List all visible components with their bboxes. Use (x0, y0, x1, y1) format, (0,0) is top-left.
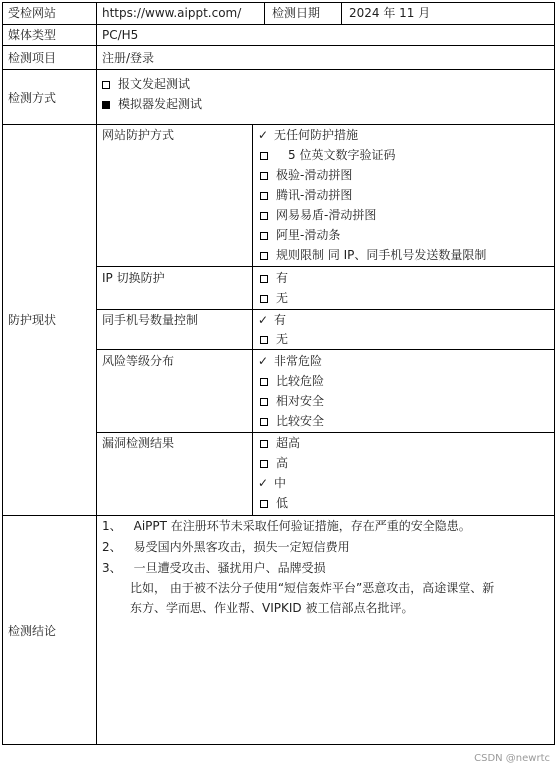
project-label: 检测项目 (8, 51, 57, 65)
option-row: 无 (260, 331, 288, 347)
checkbox-icon (260, 192, 268, 200)
checkbox-icon (260, 232, 268, 240)
conclusion-detail: 比如， 由于被不法分子使用“短信轰炸平台”恶意攻击，高途课堂、新 (130, 581, 495, 595)
col-divider (252, 124, 253, 515)
site-url: https://www.aippt.com/ (102, 6, 242, 20)
col-divider (264, 2, 265, 24)
option-row: ✓ 无任何防护措施 (258, 128, 359, 142)
option-row: 超高 (260, 435, 300, 451)
checkbox-icon (260, 418, 268, 426)
conclusion-item: 1、 AiPPT 在注册环节未采取任何验证措施，存在严重的安全隐患。 (102, 519, 471, 533)
checkbox-icon (260, 295, 268, 303)
option-row: 极验-滑动拼图 (260, 167, 352, 183)
option-row: 5 位英文数字验证码 (260, 147, 395, 163)
filled-checkbox-icon (102, 101, 110, 109)
row-divider (96, 309, 555, 310)
checkbox-icon (260, 336, 268, 344)
media-label: 媒体类型 (8, 28, 57, 42)
option-row: 网易易盾-滑动拼图 (260, 207, 376, 223)
option-row: 腾讯-滑动拼图 (260, 187, 352, 203)
watermark: CSDN @newrtc (474, 753, 550, 764)
row-divider (2, 24, 555, 25)
date-label: 检测日期 (272, 6, 321, 20)
row-divider (2, 45, 555, 46)
method-option: 报文发起测试 (102, 76, 190, 92)
section-title: 漏洞检测结果 (102, 436, 175, 450)
conclusion-item: 3、 一旦遭受攻击、骚扰用户、品牌受损 (102, 561, 326, 575)
row-divider (96, 266, 555, 267)
checkbox-icon (260, 252, 268, 260)
checkbox-icon (260, 212, 268, 220)
option-row: 阿里-滑动条 (260, 227, 340, 243)
check-mark-icon: ✓ (258, 128, 269, 142)
date-value: 2024 年 11 月 (349, 6, 431, 20)
protection-label: 防护现状 (8, 313, 57, 327)
checkbox-icon (260, 440, 268, 448)
option-row: 规则限制 同 IP、同手机号发送数量限制 (260, 247, 486, 263)
check-mark-icon: ✓ (258, 476, 269, 490)
row-divider (2, 124, 555, 125)
row-divider (96, 432, 555, 433)
option-row: 相对安全 (260, 393, 324, 409)
option-row: 比较安全 (260, 413, 324, 429)
check-mark-icon: ✓ (258, 354, 269, 368)
checkbox-icon (260, 172, 268, 180)
option-row: ✓ 中 (258, 476, 287, 490)
method-label: 检测方式 (8, 91, 57, 105)
section-title: 同手机号数量控制 (102, 313, 199, 327)
conclusion-label: 检测结论 (8, 624, 57, 638)
checkbox-icon (260, 275, 268, 283)
option-row: 高 (260, 455, 288, 471)
section-title: 风险等级分布 (102, 354, 175, 368)
checkbox-icon (260, 398, 268, 406)
section-title: 网站防护方式 (102, 128, 175, 142)
option-row: 低 (260, 495, 288, 511)
check-mark-icon: ✓ (258, 313, 269, 327)
option-row: 有 (260, 270, 288, 286)
conclusion-detail: 东方、学而思、作业帮、VIPKID 被工信部点名批评。 (130, 601, 414, 615)
conclusion-item: 2、 易受国内外黑客攻击，损失一定短信费用 (102, 540, 350, 554)
site-label: 受检网站 (8, 6, 57, 20)
row-divider (2, 515, 555, 516)
media-value: PC/H5 (102, 28, 139, 42)
section-title: IP 切换防护 (102, 271, 165, 285)
row-divider (2, 69, 555, 70)
option-row: 无 (260, 290, 288, 306)
option-row: ✓ 有 (258, 313, 287, 327)
checkbox-icon (260, 152, 268, 160)
col-divider (96, 2, 97, 745)
project-value: 注册/登录 (102, 51, 155, 65)
row-divider (96, 349, 555, 350)
checkbox-icon (260, 460, 268, 468)
checkbox-icon (102, 81, 110, 89)
option-row: ✓ 非常危险 (258, 354, 323, 368)
method-option: 模拟器发起测试 (102, 96, 202, 112)
checkbox-icon (260, 500, 268, 508)
checkbox-icon (260, 378, 268, 386)
col-divider (341, 2, 342, 24)
option-row: 比较危险 (260, 373, 324, 389)
